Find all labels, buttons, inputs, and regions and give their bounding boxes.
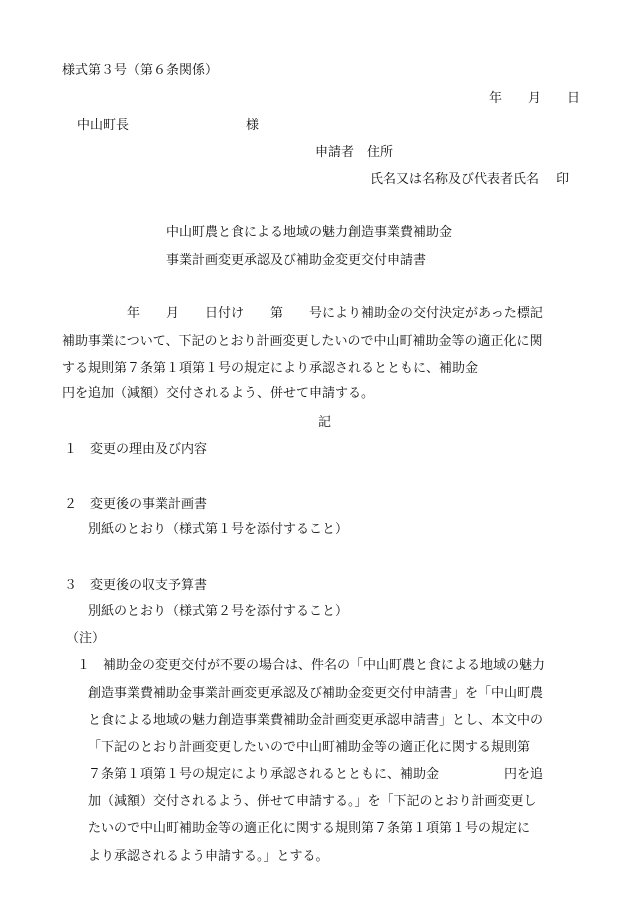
applicant-name: 氏名又は名称及び代表者氏名 印: [370, 172, 570, 187]
document-title-line1: 中山町農と食による地域の魅力創造事業費補助金: [166, 225, 453, 240]
note-text-line: たいので中山町補助金等の適正化に関する規則第７条第１項第１号の規定に: [88, 821, 531, 836]
body-text-line: 円を追加（減額）交付されるよう、併せて申請する。: [62, 386, 375, 401]
item-change-reason: １ 変更の理由及び内容: [64, 442, 208, 457]
body-text-line: 補助事業について、下記のとおり計画変更したいので中山町補助金等の適正化に関: [62, 334, 543, 349]
note-heading: （注）: [66, 631, 106, 646]
note-text-line: 加（減額）交付されるよう、併せて申請する。」を「下記のとおり計画変更し: [88, 794, 537, 809]
document-title-line2: 事業計画変更承認及び補助金変更交付申請書: [166, 253, 427, 268]
item-budget: ３ 変更後の収支予算書: [64, 578, 208, 593]
addressee: 中山町長 様: [77, 118, 260, 133]
item-budget-note: 別紙のとおり（様式第２号を添付すること）: [88, 604, 349, 619]
note-text-line: より承認されるよう申請する。」とする。: [88, 849, 329, 864]
note-text-line: ７条第１項第１号の規定により承認されるとともに、補助金 円を追: [88, 767, 544, 782]
note-text-line: 創造事業費補助金事業計画変更承認及び補助金変更交付申請書」を「中山町農: [88, 686, 544, 701]
note-text-line: 「下記のとおり計画変更したいので中山町補助金等の適正化に関する規則第: [88, 740, 531, 755]
item-business-plan: ２ 変更後の事業計画書: [64, 497, 208, 512]
item-business-plan-note: 別紙のとおり（様式第１号を添付すること）: [88, 522, 349, 537]
note-text-line: と食による地域の魅力創造事業費補助金計画変更承認申請書」とし、本文中の: [88, 713, 544, 728]
body-text-line: 年 月 日付け 第 号により補助金の交付決定があった標記: [62, 306, 543, 321]
body-text-line: する規則第７条第１項第１号の規定により承認されるとともに、補助金: [62, 361, 479, 376]
applicant-address: 申請者 住所: [315, 145, 394, 160]
date-line: 年 月 日: [489, 91, 581, 106]
form-number: 様式第３号（第６条関係）: [62, 63, 219, 78]
ki-heading: 記: [318, 415, 332, 430]
note-text-line: 補助金の変更交付が不要の場合は、件名の「中山町農と食による地域の魅力: [103, 658, 546, 673]
note-number: １: [77, 658, 91, 673]
